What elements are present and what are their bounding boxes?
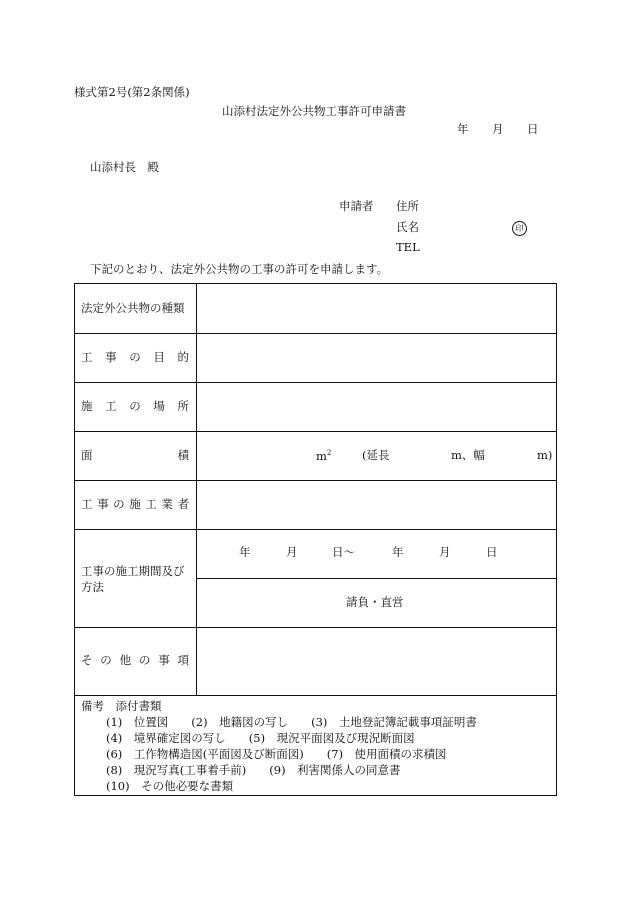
row-divider (75, 529, 556, 530)
location-label: 施 工 の 場 所 (81, 399, 189, 413)
purpose-field[interactable] (197, 334, 555, 381)
construction-method: 請負・直営 (346, 595, 404, 609)
other-field[interactable] (197, 628, 555, 694)
date-year-label: 年 (457, 122, 469, 136)
period-start-year: 年 (239, 545, 251, 559)
remarks-label: 備考 添付書類 (81, 699, 162, 713)
row-divider (75, 695, 556, 696)
addressee: 山添村長 殿 (90, 160, 159, 174)
type-label: 法定外公共物の種類 (81, 301, 185, 315)
applicant-label: 申請者 (339, 199, 374, 213)
row-divider (196, 578, 557, 579)
date-month-label: 月 (492, 122, 504, 136)
other-label: そ の 他 の 事 項 (81, 653, 189, 667)
type-field[interactable] (197, 285, 555, 332)
period-end-year: 年 (392, 545, 404, 559)
location-field[interactable] (197, 383, 555, 430)
row-divider (75, 431, 556, 432)
period-label-line2: 方法 (81, 580, 104, 594)
contractor-label: 工 事 の 施 工 業 者 (81, 497, 189, 511)
contractor-field[interactable] (197, 481, 555, 528)
address-label: 住所 (396, 199, 419, 213)
tel-label: TEL (396, 240, 420, 254)
intro-text: 下記のとおり、法定外公共物の工事の許可を申請します。 (90, 262, 389, 276)
application-form-table (74, 283, 557, 796)
area-length-label: (延長 (362, 448, 390, 462)
area-length-unit: m、幅 (451, 448, 485, 462)
date-day-label: 日 (527, 122, 539, 136)
form-number: 様式第2号(第2条関係) (74, 85, 190, 99)
remarks-line: (4) 境界確定図の写し (5) 現況平面図及び現況断面図 (106, 731, 415, 745)
remarks-line: (10) その他必要な書類 (106, 779, 234, 793)
seal-icon: 印 (512, 221, 527, 236)
period-end-day: 日 (486, 545, 498, 559)
area-width-unit: m) (537, 448, 553, 462)
form-title: 山添村法定外公共物工事許可申請書 (222, 104, 406, 118)
period-end-month: 月 (439, 545, 451, 559)
remarks-line: (8) 現況写真(工事着手前) (9) 利害関係人の同意書 (106, 763, 401, 777)
area-label: 面 積 (81, 448, 189, 462)
remarks-line: (1) 位置図 (2) 地籍図の写し (3) 土地登記簿記載事項証明書 (106, 715, 477, 729)
name-label: 氏名 (396, 220, 419, 234)
area-unit: $m^2$ (316, 448, 332, 463)
period-start-day: 日〜 (332, 545, 355, 559)
period-label-line1: 工事の施工期間及び (81, 564, 185, 578)
period-start-month: 月 (286, 545, 298, 559)
purpose-label: 工 事 の 目 的 (81, 350, 189, 364)
remarks-line: (6) 工作物構造図(平面図及び断面図) (7) 使用面積の求積図 (106, 747, 447, 761)
